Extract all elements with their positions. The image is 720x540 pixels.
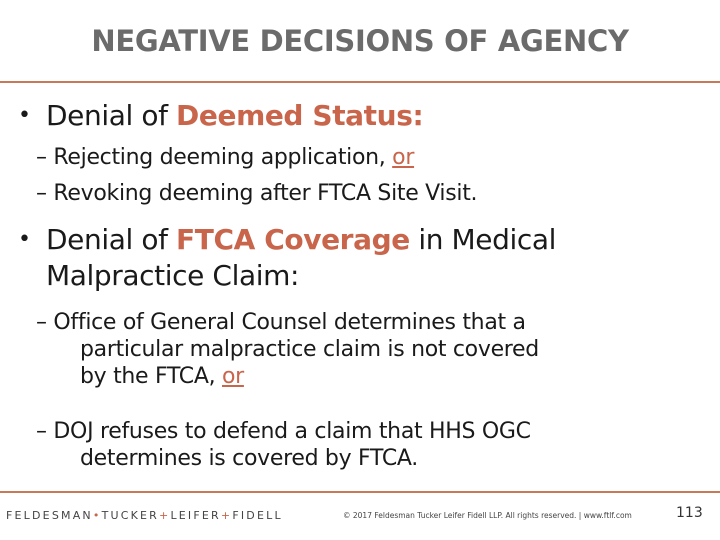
logo-word: FIDELL: [232, 509, 283, 522]
bullet-prefix: Denial of: [46, 223, 177, 256]
or-link[interactable]: or: [222, 364, 244, 389]
subitem-revoking: [36, 180, 477, 207]
logo-word: FELDESMAN: [6, 509, 93, 522]
logo-word: TUCKER: [101, 509, 160, 522]
bullet-suffix: in Medical: [409, 223, 557, 256]
subitem-text: Rejecting deeming application,: [53, 145, 393, 170]
dash-icon: –: [36, 419, 54, 444]
bullet-deemed-status: [18, 98, 424, 133]
subitem-line3-text: by the FTCA,: [80, 364, 222, 389]
bullet-ftca-coverage: [18, 222, 557, 257]
dash-icon: –: [36, 145, 54, 170]
logo-word: LEIFER: [170, 509, 221, 522]
subitem-line2: particular malpractice claim is not covered: [80, 337, 539, 362]
bullet-icon: •: [18, 227, 31, 252]
dash-icon: –: [36, 181, 54, 206]
page-number: 113: [676, 505, 703, 521]
firm-logo: [6, 509, 283, 522]
logo-separator: +: [220, 509, 233, 522]
subitem-ogc: [36, 309, 539, 390]
slide-title: NEGATIVE DECISIONS OF AGENCY: [91, 24, 629, 58]
subitem-line3: [36, 363, 539, 390]
subitem-line1: Office of General Counsel determines that a: [53, 310, 526, 335]
subitem-rejecting: [36, 144, 414, 171]
footer-divider: [0, 491, 720, 493]
or-link[interactable]: or: [392, 145, 415, 170]
subitem-line1: DOJ refuses to defend a claim that HHS OGC: [53, 419, 531, 444]
bullet-highlight: Deemed Status:: [176, 99, 424, 132]
copyright-notice: © 2017 Feldesman Tucker Leifer Fidell LLP. All rights reserved. | www.ftlf.com: [343, 511, 632, 520]
logo-separator: •: [92, 509, 102, 522]
bullet-prefix: Denial of: [46, 99, 177, 132]
subitem-doj: [36, 418, 531, 472]
logo-separator: +: [159, 509, 171, 522]
subitem-line2: determines is covered by FTCA.: [80, 446, 418, 471]
subitem-text: Revoking deeming after FTCA Site Visit.: [53, 181, 478, 206]
dash-icon: –: [36, 310, 54, 335]
bullet-icon: •: [18, 103, 31, 128]
bullet-highlight: FTCA Coverage: [176, 223, 410, 256]
title-divider: [0, 81, 720, 83]
bullet-ftca-coverage-line2: Malpractice Claim:: [46, 259, 299, 292]
